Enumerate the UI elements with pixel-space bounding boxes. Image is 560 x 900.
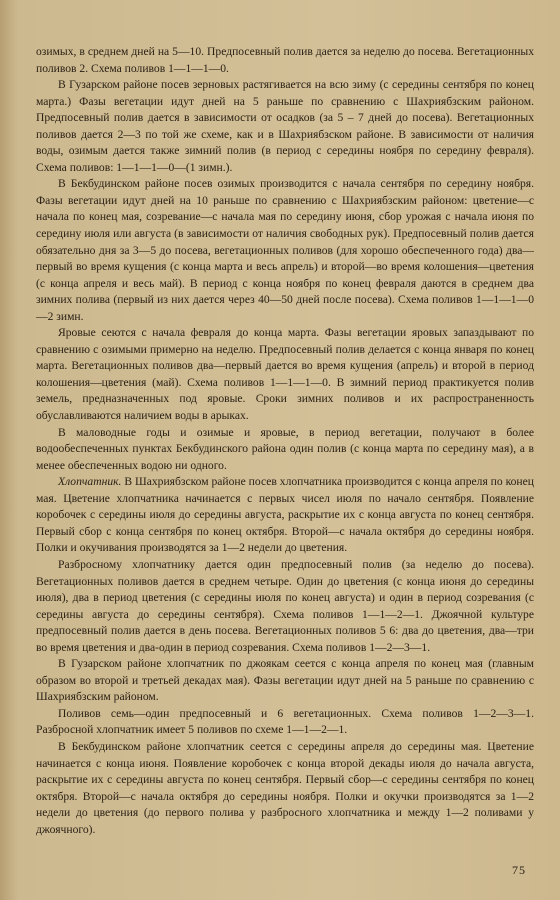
paragraph-text: Разбросному хлопчатнику дается один предпосевный полив (за неделю до посева). Вегетационных поливов дается в среднем четыре. Один до цветения (с конца июня до середины июля), два в период цветения (с середины июля по конец августа) и один в период созревания (с середины августа до середины сентября). Схема поливов 1—1—2—1. Джоячной культуре предпосевный полив дается в день посева. Вегетационных поливов 5 6: два до цветения, два—три во время цветения и два-один в период созревания. Схема поливов 1—2—3—1. bbox=[36, 557, 534, 654]
paragraph bbox=[36, 474, 534, 557]
paragraph-text: В Бекбудинском районе посев озимых производится с начала сентября по середину ноября. Фазы вегетации идут дней на 10 раньше по сравнению с Шахриябзским районом: цветение—с начала по конец мая, созревание—с начала мая по середину июня, сбор урожая с начала июня по середину июля или августа (в зависимости от наличия свободных рук). Предпосевный полив дается обязательно дня за 3—5 до посева, вегетационных поливов (для хорошо обеспеченного года) два—первый во время кущения (с конца марта и весь апрель) и второй—во время колошения—цветения (с конца апреля и весь май). В период с конца ноября по конец февраля даются в среднем два зимних полива (первый из них дается через 40—50 дней после посева). Схема поливов 1—1—1—0—2 зимн. bbox=[36, 177, 534, 323]
paragraph bbox=[36, 656, 534, 706]
paragraph bbox=[36, 739, 534, 838]
paragraph bbox=[36, 325, 534, 424]
paragraph-text: Яровые сеются с начала февраля до конца марта. Фазы вегетации яровых запаздывают по сравнению с озимыми примерно на неделю. Предпосевный полив делается с конца января по конец марта. Вегетационных поливов два—первый дается во время кущения (апрель) и второй в период колошения—цветения (май). Схема поливов 1—1—1—0. В зимний период практикуется полив земель, предназначенных под яровые. Сроки зимних поливов и их распространенность обуславливаются наличием воды в арыках. bbox=[36, 326, 534, 423]
paragraph bbox=[36, 77, 534, 176]
paragraph-text: В Гузарском районе хлопчатник по джоякам сеется с конца апреля по конец мая (главным образом во второй и третьей декадах мая). Фазы вегетации идут дней на 5 раньше по сравнению с Шахриябзским районом. bbox=[36, 657, 534, 704]
paragraph-text: В маловодные годы и озимые и яровые, в период вегетации, получают в более водообеспеченных пунктах Бекбудинского района один полив (с конца марта по середину мая), а в менее обеспеченных водою ни одного. bbox=[36, 425, 534, 472]
paragraph-text: Поливов семь—один предпосевный и 6 вегетационных. Схема поливов 1—2—3—1. Разбросной хлопчатник имеет 5 поливов по схеме 1—1—2—1. bbox=[36, 706, 534, 737]
paragraph-lead-heading: Хлопчатник. bbox=[58, 475, 122, 489]
page-text-body bbox=[36, 44, 534, 838]
paragraph-text: В Гузарском районе посев зерновых растягивается на всю зиму (с середины сентября по конец марта.) Фазы вегетации идут дней на 5 раньше по сравнению с Шахриябзским районом. Предпосевный полив дается в зависимости от осадков (за 5 – 7 дней до посева). Вегетационных поливов дается 2—3 по той же схеме, как и в Шахриябзском районе. В зависимости от наличия воды, озимым дается также зимний полив (в период с середины ноября по середину февраля). Схема поливов: 1—1—1—0—(1 зимн.). bbox=[36, 78, 534, 174]
paragraph-text: озимых, в среднем дней на 5—10. Предпосевный полив дается за неделю до посева. Вегетационных поливов 2. Схема поливов 1—1—1—0. bbox=[36, 45, 534, 75]
paragraph bbox=[36, 557, 534, 656]
paragraph bbox=[36, 425, 534, 475]
paragraph-text: В Бекбудинском районе хлопчатник сеется с середины апреля до середины мая. Цветение начинается с конца июня. Появление коробочек с конца второй декады июля до начала августа, раскрытие их с середины августа по конец сентября. Первый сбор—с середины сентября по конец октября. Второй—с начала октября до середины ноября. Полки и окучки производятся за 1—2 недели до цветения (до первого полива у разбросного хлопчатника и между 1—2 поливами у джоячного). bbox=[36, 739, 534, 836]
paragraph bbox=[36, 44, 534, 77]
paragraph-text: В Шахриябзском районе посев хлопчатника производится с конца апреля по конец мая. Цветение хлопчатника начинается с первых чисел июля по начало сентября. Появление коробочек с середины июля до середины августа, раскрытие их с конца августа по конец сентября. Первый сбор с конца сентября по конец октября. Второй—с начала октября до середины ноября. Полки и окучивания производятся за 1—2 недели до цветения. bbox=[36, 475, 534, 555]
paragraph bbox=[36, 706, 534, 739]
paragraph bbox=[36, 176, 534, 325]
page-number: 75 bbox=[512, 863, 526, 877]
